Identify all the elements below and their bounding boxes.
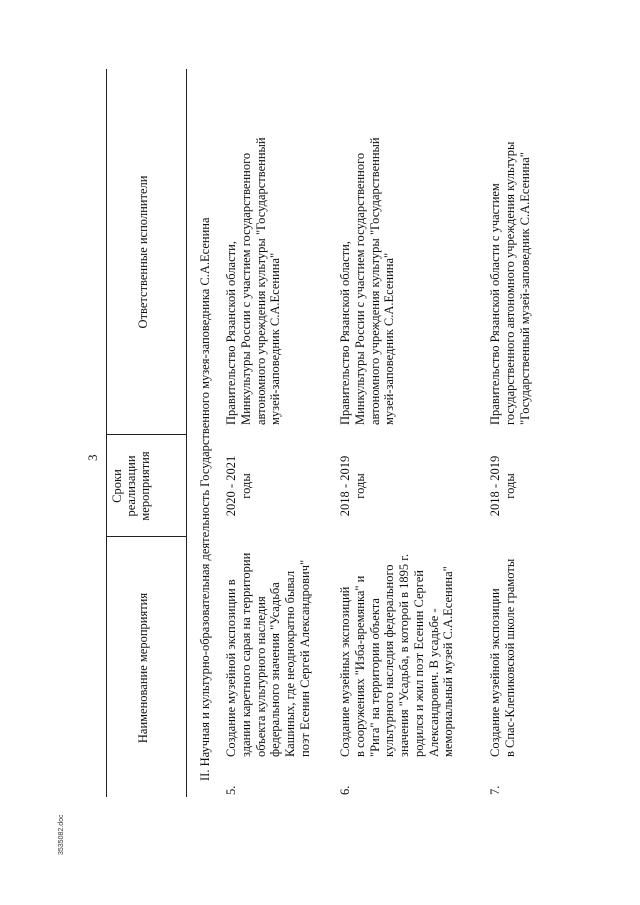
header-responsible: Ответственные исполнители [136, 175, 150, 329]
row-responsible: Правительство Рязанской области с участием государственного автономного учреждения культуры "Государственный музей-заповедник С.А.Есенина" [488, 141, 532, 425]
rotated-page [50, 50, 590, 855]
row-name: Создание музейной экспозиции в здании каретного сарая на территории объекта культурного наследия федерального значения "Усадьба Кашиных, где неоднократно бывал поэт Есенин Сергей Александрович" [224, 552, 312, 757]
file-name: 3535082.doc [58, 814, 65, 855]
header-dates: Сроки реализации мероприятия [110, 451, 152, 521]
section-title: II. Научная и культурно-образовательная деятельность Государственного музея-заповедника С.А.Есенина [198, 217, 212, 781]
row-name: Создание музейной экспозиции в Спас-Клепиковской школе грамоты [488, 558, 517, 757]
row-dates: 2018 - 2019 годы [488, 455, 517, 517]
header-name: Наименование мероприятия [136, 592, 150, 744]
row-dates: 2020 - 2021 годы [224, 455, 253, 517]
row-name: Создание музейных экспозиций в сооружениях "Изба-времянка" и "Рига" на территории объекта культурного наследия федерального значения "Усадьба, в которой в 1895 г. родился и жил поэт Есенин Сергей Александрович. В усадьбе - мемориальный музей С.А.Есенина" [338, 553, 456, 757]
header-bottom-border [186, 69, 187, 797]
row-dates: 2018 - 2019 годы [338, 455, 367, 517]
row-number: 5. [224, 785, 238, 795]
table-top-border [106, 69, 107, 797]
row-responsible: Правительство Рязанской области, Минкультуры России с участием государственного автономного учреждения культуры "Государственный музей-заповедник С.А.Есенина" [338, 137, 397, 425]
row-number: 6. [338, 785, 352, 795]
page-number: 3 [85, 454, 100, 461]
row-responsible: Правительство Рязанской области, Минкультуры России с участием государственного автономного учреждения культуры "Государственный музей-заповедник С.А.Есенина" [224, 137, 283, 425]
row-number: 7. [488, 785, 502, 795]
